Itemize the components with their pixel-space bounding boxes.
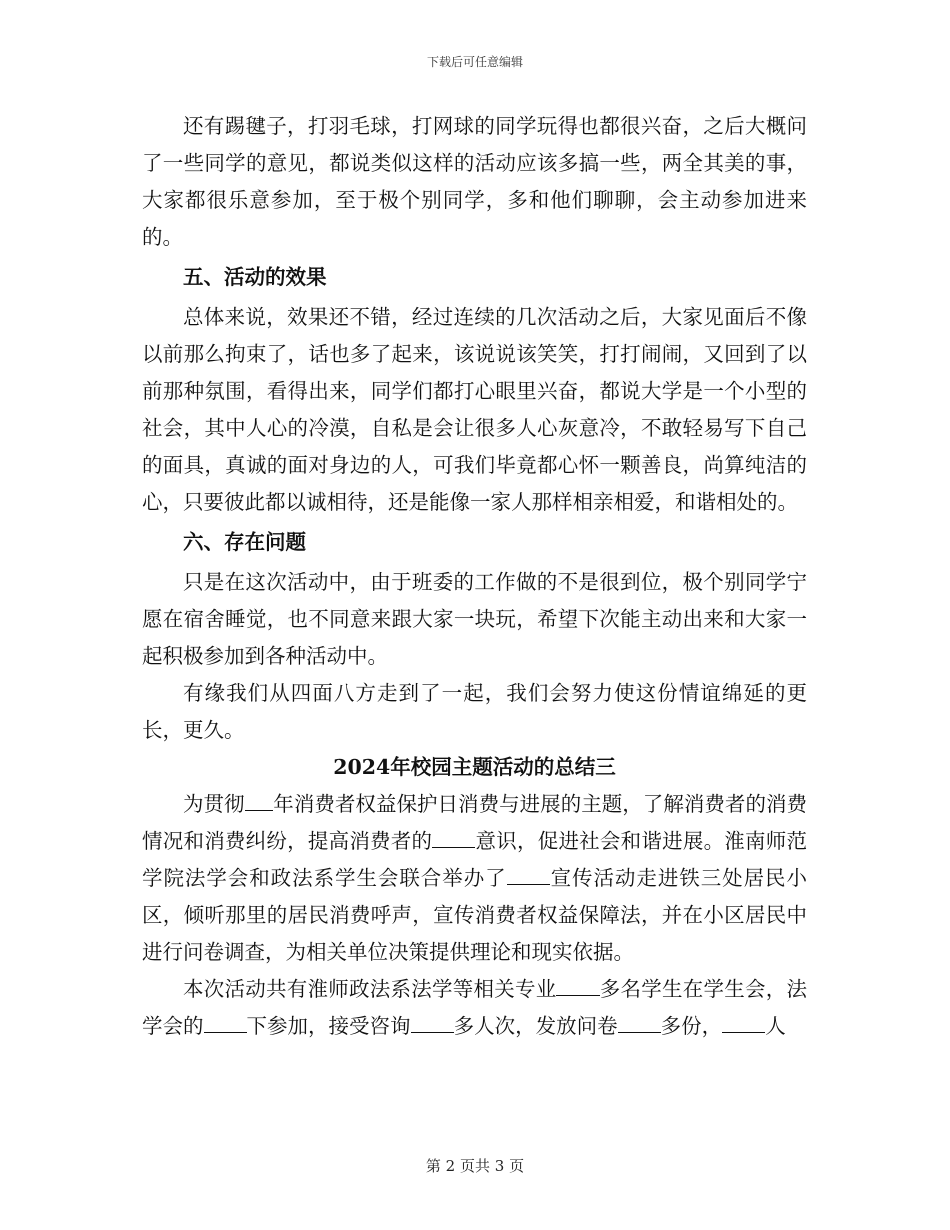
- section-title: 2024年校园主题活动的总结三: [333, 755, 616, 779]
- text-run: 年消费者权益保护日消费与进展的主题，了解消费者的消费情况和消费纠纷，提高消费者的: [142, 792, 808, 853]
- text-run: 多名学生在学生会，法学会的: [142, 977, 807, 1038]
- fill-blank: [411, 1013, 454, 1033]
- text-run: 宣传活动走进铁三处居民小区，倾听那里的居民消费呼声，宣传消费者权益保障法，并在小区居民中进行问卷调查，为相关单位决策提供理论和现实依据。: [142, 866, 807, 964]
- text-run: 本次活动共有淮师政法系法学等相关专业: [183, 977, 557, 1001]
- paragraph-1: 还有踢毽子，打羽毛球，打网球的同学玩得也都很兴奋，之后大概问了一些同学的意见，都说类似这样的活动应该多搞一些，两全其美的事，大家都很乐意参加，至于极个别同学，多和他们聊聊，会主动参加进来的。: [142, 114, 807, 249]
- text-run: 为贯彻: [183, 792, 245, 816]
- fill-blank: [722, 1013, 765, 1033]
- section-heading-6: 六、存在问题: [183, 530, 306, 554]
- document-body: [142, 108, 807, 1045]
- text-run: 人: [765, 1014, 786, 1038]
- fill-blank: [618, 1013, 661, 1033]
- fill-blank: [556, 976, 599, 996]
- paragraph-5: [142, 786, 807, 971]
- text-run: 下参加，接受咨询: [246, 1014, 411, 1038]
- section-heading-5: 五、活动的效果: [183, 265, 327, 289]
- fill-blank: [507, 865, 550, 885]
- fill-blank: [245, 791, 274, 811]
- text-run: 多份，: [660, 1014, 723, 1038]
- paragraph-3: 只是在这次活动中，由于班委的工作做的不是很到位，极个别同学宁愿在宿舍睡觉，也不同意来跟大家一块玩，希望下次能主动出来和大家一起积极参加到各种活动中。: [142, 570, 807, 668]
- page-header: 下载后可任意编辑: [426, 55, 523, 69]
- fill-blank: [432, 828, 475, 848]
- page-footer: 第 2 页共 3 页: [425, 1157, 525, 1175]
- text-run: 意识，促进社会和谐进展。淮南师范学院法学会和政法系学生会联合举办了: [142, 829, 808, 890]
- paragraph-2: 总体来说，效果还不错，经过连续的几次活动之后，大家见面后不像以前那么拘束了，话也多了起来，该说说该笑笑，打打闹闹，又回到了以前那种氛围，看得出来，同学们都打心眼里兴奋，都说大学是一个小型的社会，其中人心的冷漠，自私是会让很多人心灰意冷，不敢轻易写下自己的面具，真诚的面对身边的人，可我们毕竟都心怀一颗善良，尚算纯洁的心，只要彼此都以诚相待，还是能像一家人那样相亲相爱，和谐相处的。: [142, 305, 807, 514]
- paragraph-4: 有缘我们从四面八方走到了一起，我们会努力使这份情谊绵延的更长，更久。: [142, 681, 807, 742]
- paragraph-6: [142, 971, 807, 1045]
- fill-blank: [204, 1013, 247, 1033]
- text-run: 多人次，发放问卷: [453, 1014, 618, 1038]
